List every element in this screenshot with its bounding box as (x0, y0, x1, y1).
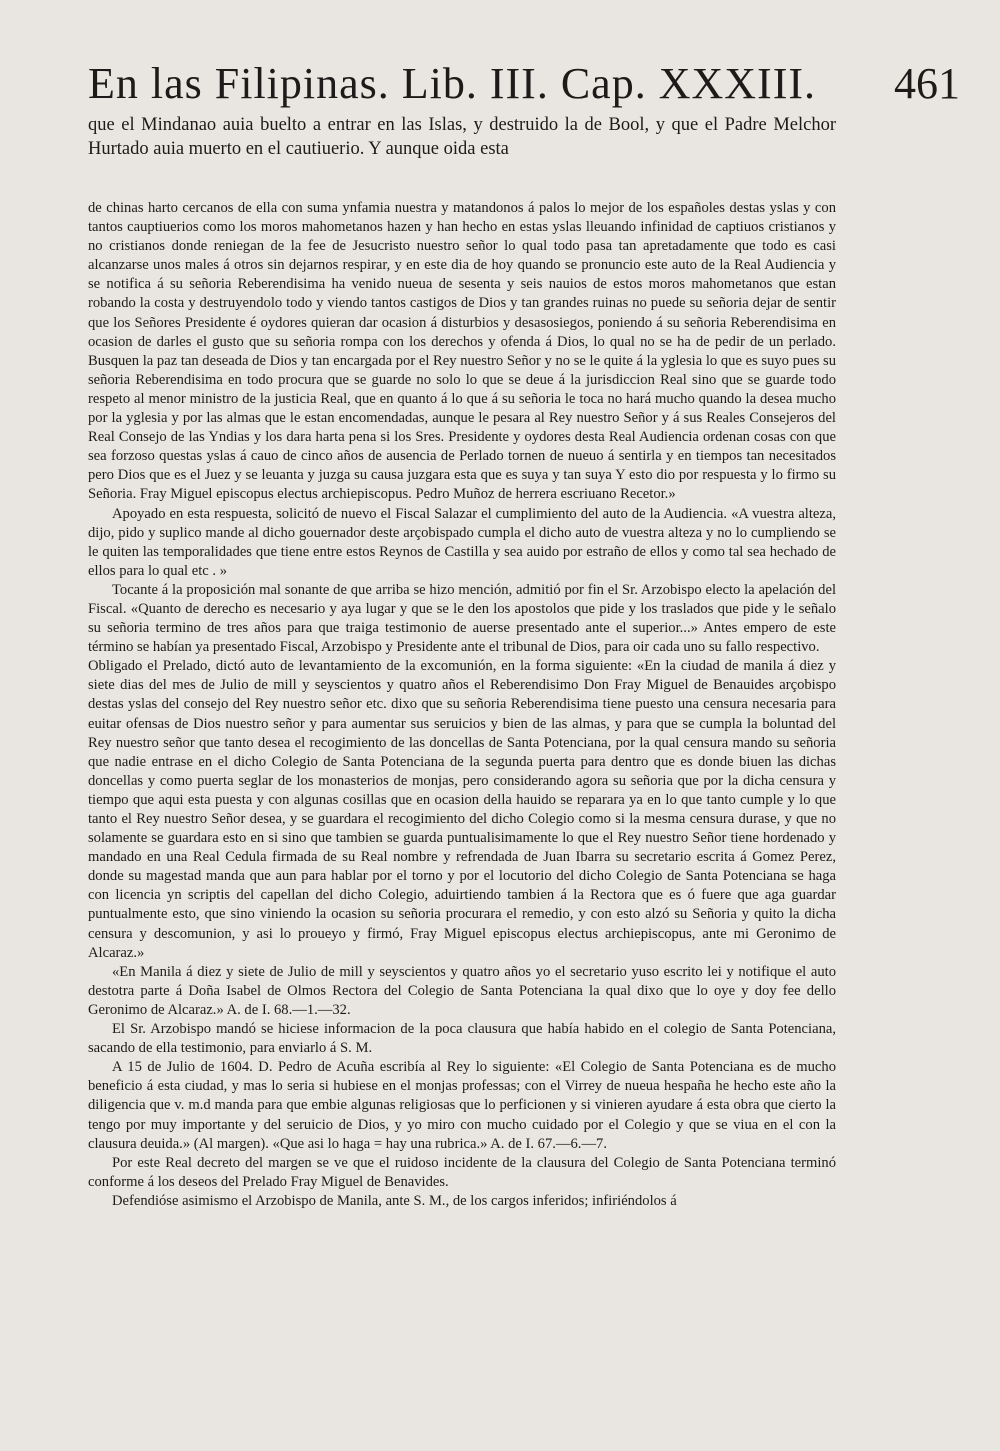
paragraph: Tocante á la proposición mal sonante de que arriba se hizo mención, admitió por fin el Sr. Arzobispo electo la apelación del Fiscal. «Quanto de derecho es necesario y aya lugar y que se le den los apostolos que pide y los traslados que pide y le señalo su señoria termino de tres años para que traiga testimonio de auerse presentado ante el superior...» Antes empero de este término se habían ya presentado Fiscal, Arzobispo y Presidente ante el tribunal de Dios, para oir cada uno su fallo respectivo. (88, 581, 836, 656)
intro-text (88, 113, 836, 161)
intro-paragraph: que el Mindanao auia buelto a entrar en las Islas, y destruido la de Bool, y que el Padre Melchor Hurtado auia muerto en el cautiuerio. Y aunque oida esta (88, 115, 836, 159)
paragraph: Apoyado en esta respuesta, solicitó de nuevo el Fiscal Salazar el cumplimiento del auto de la Audiencia. «A vuestra alteza, dijo, pido y suplico mande al dicho gouernador deste arçobispado cumpla el dicho auto de vuestra alteza y no lo cumpliendo se le quiten las temporalidades que tiene entre estos Reynos de Castilla y sea auido por estraño de ellos y como tal sea hechado de ellos para lo qual etc . » (88, 505, 836, 579)
page-header (88, 58, 964, 109)
paragraph: de chinas harto cercanos de ella con suma ynfamia nuestra y matandonos á palos lo mejor de los españoles destas yslas y con tantos cauptiuerios como los moros mahometanos hazen y han hecho en estas yslas lleuando infinidad de captiuos cristianos y no cristianos donde reniegan de la fee de Jesucristo nuestro señor lo qual todo pasa tan apretadamente que todo es casi alcanzarse unos males á otros sin dejarnos respirar, y en este dia de hoy quando se pronuncio este auto de la Real Audiencia y se notifica á su señoria Reberendisima ha venido nueua de sesenta y seis nauios de estos moros mahometanos que estan robando la costa y destruyendolo todo y viendo tantos castigos de Dios y tan grandes ruinas no puede su señoria dejar de sentir que los Señores Presidente é oydores quieran dar ocasion á disturbios y desasosiegos, poniendo á su señoria Reberendisima en ocasion de darles el gusto que su señoria rompa con los derechos y ofenda á Dios, lo qual no se ha de pedir de un perlado. Busquen la paz tan deseada de Dios y tan encargada por el Rey nuestro Señor y no se le quite á la yglesia lo que es suyo pues su señoria Reberendisima en todo procura que se guarde no solo lo que se deue á la jurisdiccion Real sino que se guarde todo respeto al menor ministro de la justicia Real, que en quanto á lo que á su señoria le toca no hará mucho quando la desea mucho por la yglesia y por las almas que le estan encomendadas, aunque le pesara al Rey nuestro Señor y á sus Reales Consejeros del Real Consejo de las Yndias y los dara harta pena si los Sres. Presidente y oydores desta Real Audiencia ordenan cosas con que sea forzoso questas yslas á cauo de cinco años de ausencia de Perlado tornen de nueuo á sentirla y en tiempos tan necesitados pero Dios que es el Juez y se leuanta y juzga su causa juzgara esta que es suya y tan suya Y esto dio por respuesta y lo firmo su Señoria. Fray Miguel episcopus electus archiepiscopus. Pedro Muñoz de herrera escriuano Recetor.» (88, 200, 836, 503)
paragraph: A 15 de Julio de 1604. D. Pedro de Acuña escribía al Rey lo siguiente: «El Colegio de Santa Potenciana es de mucho beneficio á esta ciudad, y mas lo seria si hubiese en el monjas professas; con el Virrey de nueua hespaña he hecho este año la diligencia que v. m.d manda para que embie algunas religiosas que lo perficionen y si vinieren ayudare á esta obra que cierto la tengo por muy importante y del seruicio de Dios, y yo miro con mucho cuidado por el Colegio y que se viua en el con la clausura deuida.» (Al margen). «Que asi lo haga = hay una rubrica.» A. de I. 67.—6.—7. (88, 1059, 836, 1152)
page-number: 461 (894, 59, 960, 108)
paragraph: El Sr. Arzobispo mandó se hiciese informacion de la poca clausura que había habido en el colegio de Santa Potenciana, sacando de ella testimonio, para enviarlo á S. M. (88, 1021, 836, 1057)
quoted-document-text (88, 199, 836, 1211)
paragraph: Obligado el Prelado, dictó auto de levantamiento de la excomunión, en la forma siguiente: «En la ciudad de manila á diez y siete dias del mes de Julio de mill y seyscientos y quatro años el Reberendisimo Don Fray Miguel de Benauides arçobispo destas yslas del consejo del Rey nuestro señor etc. dixo que su señoria Reberendisima tiene puesto una censura necesaria para euitar ofensas de Dios nuestro señor y para aumentar sus seruicios y bien de las almas, y para que se cumpla la boluntad del Rey nuestro señor que tanto desea el recogimiento de las doncellas de Santa Potenciana, por la qual censura mando su señoria que nadie entrase en el dicho Colegio de Santa Potenciana de la segunda puerta para dentro que es donde biuen las dichas doncellas y como puerta seglar de los monasterios de monjas, pero considerando agora su señoria que por la dicha censura y tiempo que aqui esta puesta y con algunas cosillas que en ocasion della hauido se reparara ya en lo que tanto cumple y lo que tanto el Rey nuestro Señor desea, y se guardara el recogimiento del dicho Colegio como si la mesma censura durase, y que no solamente se guardara esto en si sino que tambien se guarda puntualisimamente lo que el Rey nuestro Señor tiene hordenado y mandado en una Real Cedula firmada de su Real nombre y refrendada de Juan Ibarra su secretario escrita á Gomez Perez, donde su magestad manda que aun para hablar por el torno y por el locutorio del dicho Colegio de Santa Potenciana se haga con licencia yn scriptis del capellan del dicho Colegio, aduirtiendo tambien á la Rectora que es ó fuere que aga guardar puntualmente esto, que sino viniendo la ocasion su señoria procurara el remedio, y con esto alzó su Señoria y quito la dicha censura y descomunion, y asi lo proueyo y firmó, Fray Miguel episcopus electus archiepiscopus, ante mi Geronimo de Alcaraz.» (88, 658, 836, 961)
paragraph: Defendióse asimismo el Arzobispo de Manila, ante S. M., de los cargos inferidos; infiriéndolos á (112, 1192, 677, 1209)
paragraph: «En Manila á diez y siete de Julio de mill y seyscientos y quatro años yo el secretario yuso escrito lei y notifique el auto destotra parte á Doña Isabel de Olmos Rectora del Colegio de Santa Potenciana la qual dixo que lo oye y doy fee dello Geronimo de Alcaraz.» A. de I. 68.—1.—32. (88, 963, 836, 1018)
paragraph: Por este Real decreto del margen se ve que el ruidoso incidente de la clausura del Colegio de Santa Potenciana terminó conforme á los deseos del Prelado Fray Miguel de Benavides. (88, 1154, 836, 1190)
running-title: En las Filipinas. Lib. III. Cap. XXXIII. (88, 59, 816, 108)
